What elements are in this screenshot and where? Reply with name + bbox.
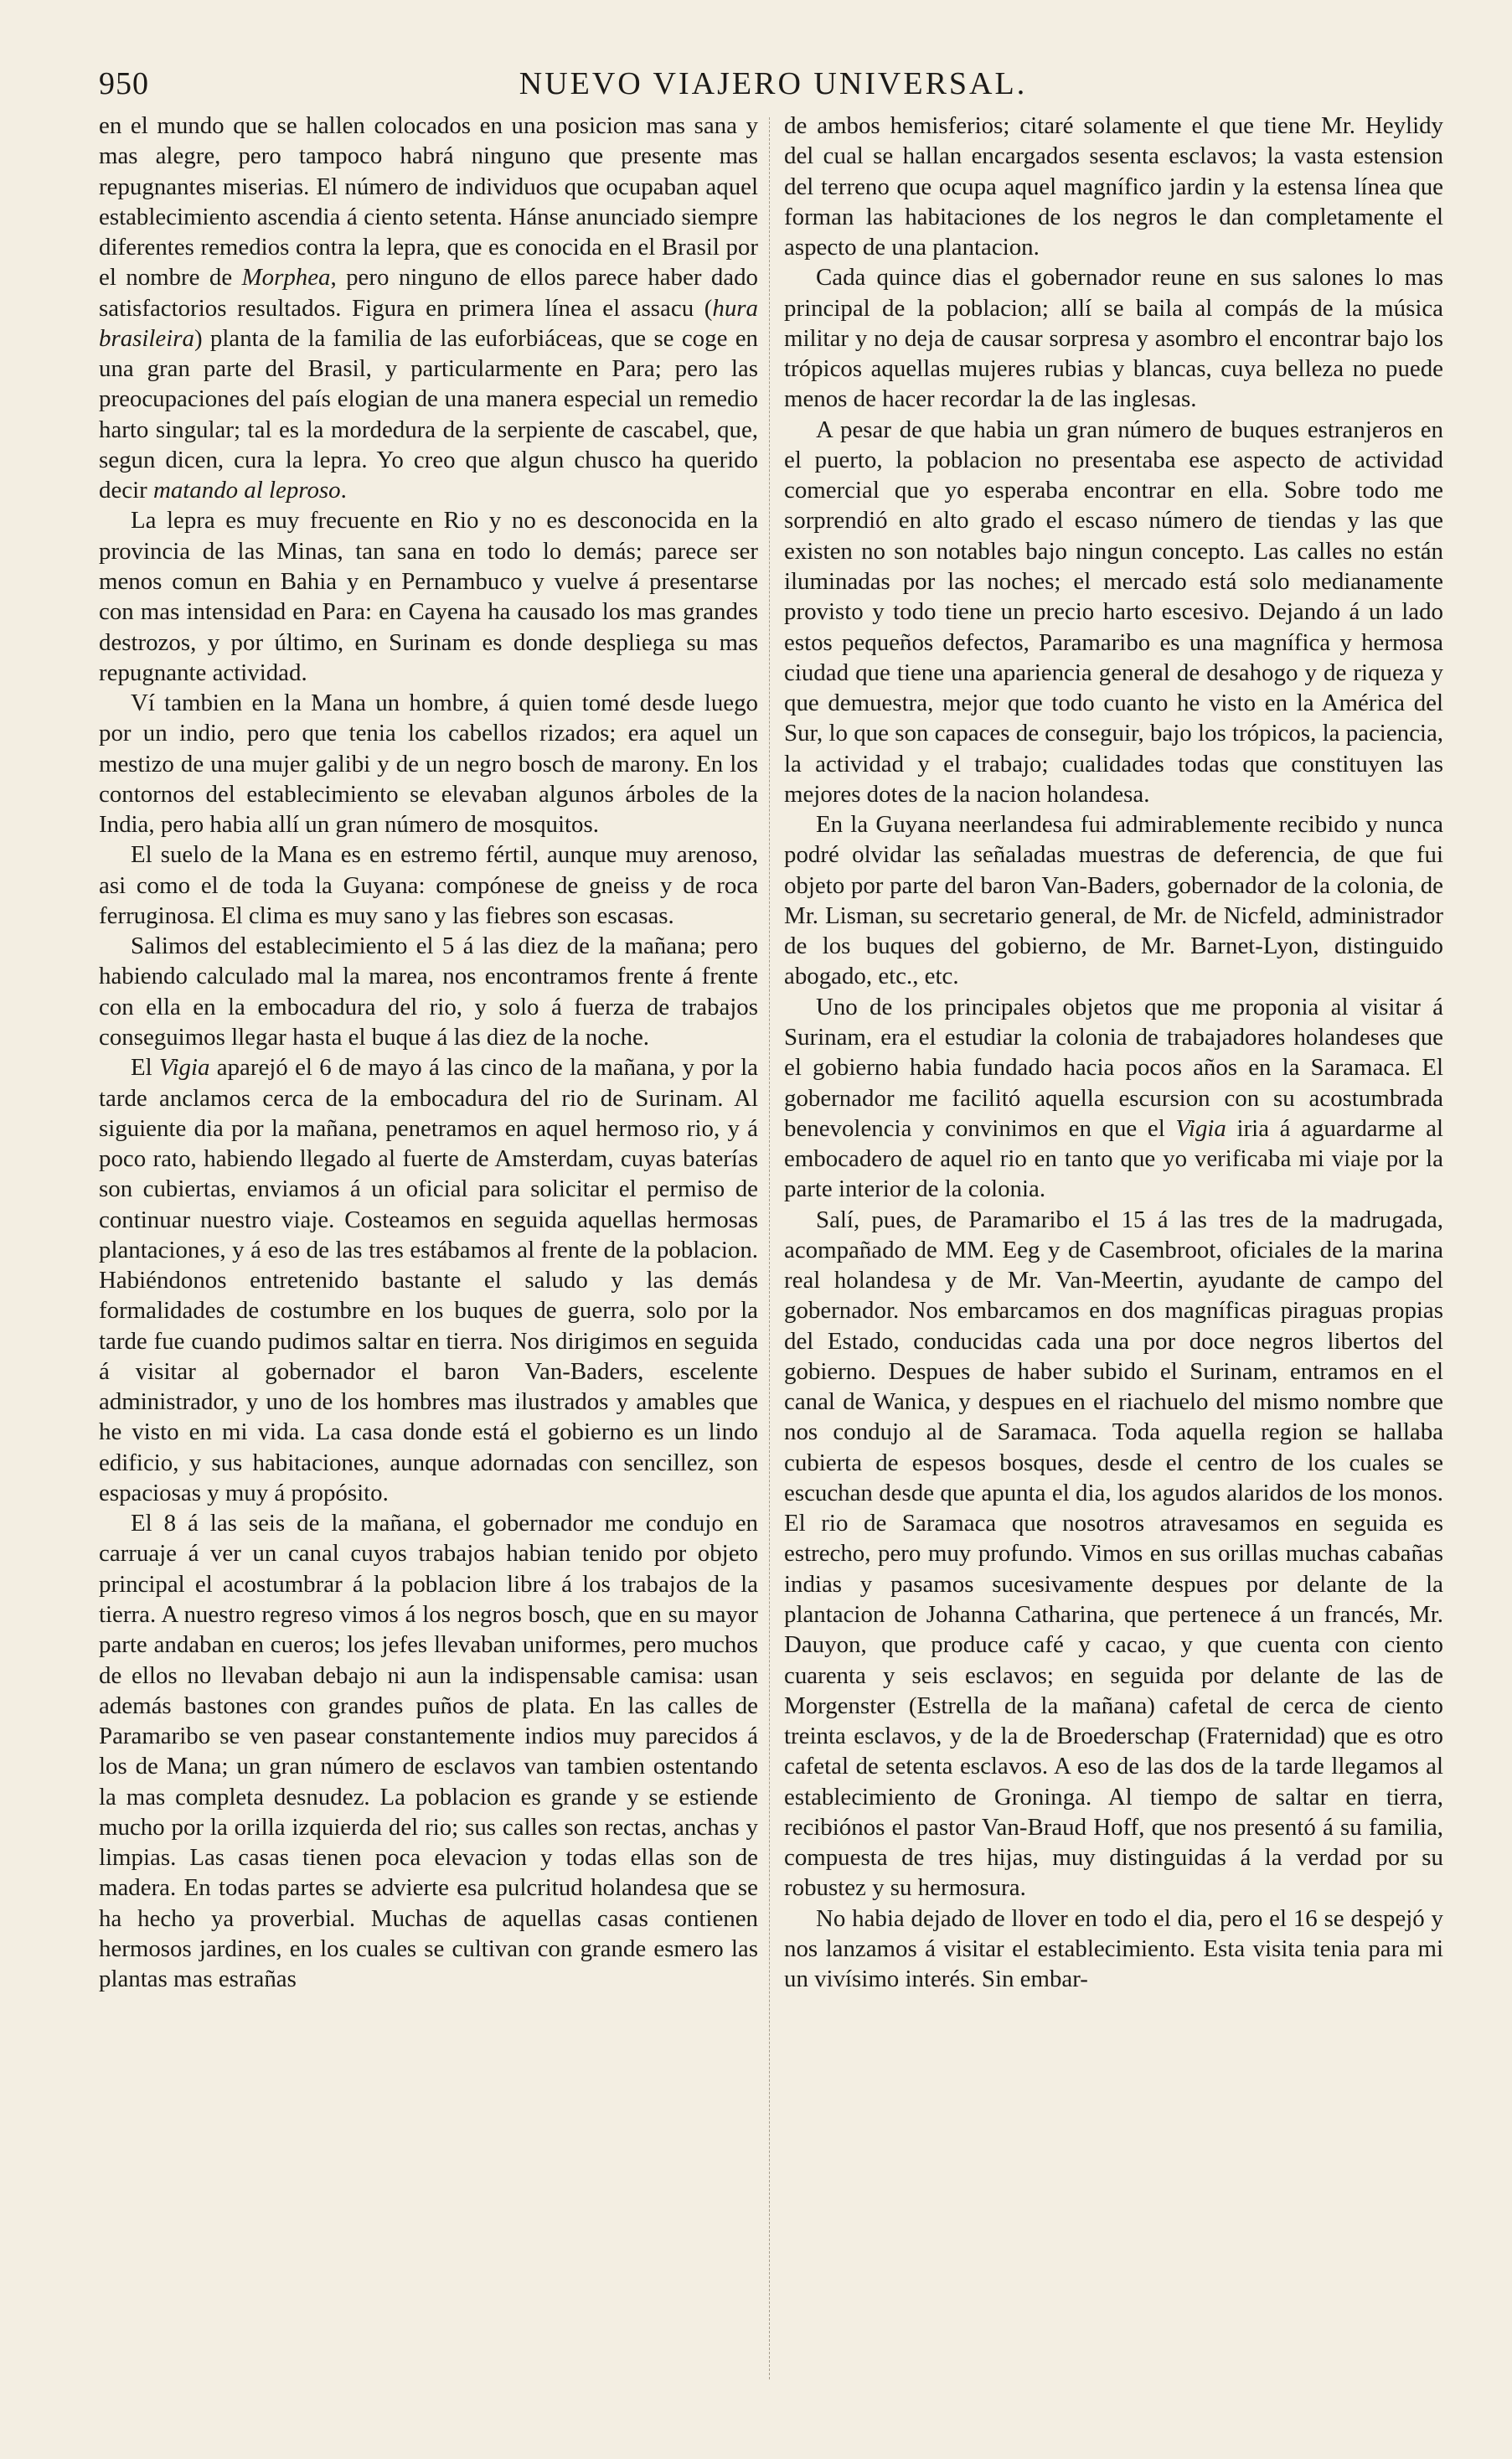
paragraph: El Vigia aparejó el 6 de mayo á las cinco de la mañana, y por la tarde anclamos cerca de la embocadura del rio de Surinam. Al siguiente dia por la mañana, penetramos en aquel hermoso rio, y á poco rato, habiendo llegado al fuerte de Amsterdam, cuyas baterías son cubiertas, enviamos á un oficial para solicitar el permiso de continuar nuestro viaje. Costeamos en seguida aquellas hermosas plantaciones, y á eso de las tres estábamos al frente de la poblacion. Habiéndonos entretenido bastante el saludo y las demás formalidades de costumbre en los buques de guerra, solo por la tarde fue cuando pudimos saltar en tierra. Nos dirigimos en seguida á visitar al gobernador el baron Van-Baders, escelente administrador, y uno de los hombres mas ilustrados y amables que he visto en mi vida. La casa donde está el gobierno es un lindo edificio, y sus habitaciones, aunque adornadas con sencillez, son espaciosas y muy á propósito. bbox=[99, 1054, 758, 1506]
running-title: NUEVO VIAJERO UNIVERSAL. bbox=[519, 66, 1028, 101]
paragraph: El suelo de la Mana es en estremo fértil, aunque muy arenoso, asi como el de toda la Guyana: compónese de gneiss y de roca ferruginosa. El clima es muy sano y las fiebres son escasas. bbox=[99, 841, 758, 929]
paragraph: El 8 á las seis de la mañana, el gobernador me condujo en carruaje á ver un canal cuyos trabajos habian tenido por objeto principal el acostumbrar á la poblacion libre á los trabajos de la tierra. A nuestro regreso vimos á los negros bosch, que en su mayor parte andaban en cueros; los jefes llevaban uniformes, pero muchos de ellos no llevaban debajo ni aun la indispensable camisa: usan además bastones con grandes puños de plata. En las calles de Paramaribo se ven pasear constantemente indios muy parecidos á los de Mana; un gran número de esclavos van tambien ostentando la mas completa desnudez. La poblacion es grande y se estiende mucho por la orilla izquierda del rio; sus calles son rectas, anchas y limpias. Las casas tienen poca elevacion y todas ellas son de madera. En todas partes se advierte esa pulcritud holandesa que se ha hecho ya proverbial. Muchas de aquellas casas contienen hermosos jardines, en los cuales se cultivan con grande esmero las plantas mas estrañas bbox=[99, 1510, 758, 1993]
left-column bbox=[99, 111, 758, 2415]
paragraph: Cada quince dias el gobernador reune en sus salones lo mas principal de la poblacion; allí se baila al compás de la música militar y no deja de causar sorpresa y asombro el encontrar bajo los trópicos aquellas mujeres rubias y blancas, cuya belleza no puede menos de hacer recordar la de las inglesas. bbox=[784, 264, 1443, 413]
page-header bbox=[99, 65, 1447, 109]
paragraph: No habia dejado de llover en todo el dia, pero el 16 se despejó y nos lanzamos á visitar el establecimiento. Esta visita tenia para mi un vivísimo interés. Sin embar- bbox=[784, 1904, 1443, 1993]
paragraph: Salí, pues, de Paramaribo el 15 á las tres de la madrugada, acompañado de MM. Eeg y de Casembroot, oficiales de la marina real holandesa y de Mr. Van-Meertin, ayudante de campo del gobernador. Nos embarcamos en dos magníficas piraguas propias del Estado, conducidas cada una por doce negros libertos del gobierno. Despues de haber subido el Surinam, entramos en el canal de Wanica, y despues en el riachuelo del mismo nombre que nos condujo al de Saramaca. Toda aquella region se hallaba cubierta de espesos bosques, desde el centro de los cuales se escuchan desde que apunta el dia, los agudos alaridos de los monos. El rio de Saramaca que nosotros atravesamos en seguida es estrecho, pero muy profundo. Vimos en sus orillas muchas cabañas indias y pasamos sucesivamente despues por delante de la plantacion de Johanna Catharina, que pertenece á un francés, Mr. Dauyon, que produce café y cacao, y que cuenta con ciento cuarenta y seis esclavos; en seguida por delante de las de Morgenster (Estrella de la mañana) cafetal de cerca de ciento treinta esclavos, y de la de Broederschap (Fraternidad) que es otro cafetal de setenta esclavos. A eso de las dos de la tarde llegamos al establecimiento de Groninga. Al tiempo de saltar en tierra, recibiónos el pastor Van-Braud Hoff, que nos presentó á su familia, compuesta de tres hijas, muy distinguidas á la verdad por su robustez y su hermosura. bbox=[784, 1206, 1443, 1902]
paragraph: de ambos hemisferios; citaré solamente el que tiene Mr. Heylidy del cual se hallan encargados sesenta esclavos; la vasta estension del terreno que ocupa aquel magnífico jardin y la estensa línea que forman las habitaciones de los negros le dan completamente el aspecto de una plantacion. bbox=[784, 112, 1443, 261]
paragraph: Ví tambien en la Mana un hombre, á quien tomé desde luego por un indio, pero que tenia los cabellos rizados; era aquel un mestizo de una mujer galibi y de un negro bosch de marony. En los contornos del establecimiento se elevaban algunos árboles de la India, pero habia allí un gran número de mosquitos. bbox=[99, 690, 758, 839]
paragraph: A pesar de que habia un gran número de buques estranjeros en el puerto, la poblacion no presentaba ese aspecto de actividad comercial que yo esperaba encontrar en ella. Sobre todo me sorprendió en alto grado el escaso número de tiendas y las que existen no son notables bajo ningun concepto. Las calles no están iluminadas por las noches; el mercado está solo medianamente provisto y todo tiene un precio harto escesivo. Dejando á un lado estos pequeños defectos, Paramaribo es una magnífica y hermosa ciudad que tiene una apariencia general de desahogo y de riqueza y que demuestra, mejor que todo cuanto he visto en la América del Sur, lo que son capaces de conseguir, bajo los trópicos, la paciencia, la actividad y el trabajo; cualidades todas que constituyen las mejores dotes de la nacion holandesa. bbox=[784, 416, 1443, 808]
paragraph: En la Guyana neerlandesa fui admirablemente recibido y nunca podré olvidar las señaladas muestras de deferencia, de que fui objeto por parte del baron Van-Baders, gobernador de la colonia, de Mr. Lisman, su secretario general, de Mr. de Nicfeld, administrador de los buques del gobierno, de Mr. Barnet-Lyon, distinguido abogado, etc., etc. bbox=[784, 811, 1443, 990]
paragraph: La lepra es muy frecuente en Rio y no es desconocida en la provincia de las Minas, tan sana en todo lo demás; parece ser menos comun en Bahia y en Pernambuco y vuelve á presentarse con mas intensidad en Para: en Cayena ha causado los mas grandes destrozos, y por último, en Surinam es donde despliega su mas repugnante actividad. bbox=[99, 507, 758, 686]
right-column bbox=[784, 111, 1443, 2415]
page-number: 950 bbox=[99, 66, 149, 101]
paragraph: Salimos del establecimiento el 5 á las diez de la mañana; pero habiendo calculado mal la marea, nos encontramos frente á frente con ella en la embocadura del rio, y solo á fuerza de trabajos conseguimos llegar hasta el buque á las diez de la noche. bbox=[99, 932, 758, 1051]
column-divider bbox=[769, 117, 770, 2379]
paragraph: en el mundo que se hallen colocados en una posicion mas sana y mas alegre, pero tampoco habrá ninguno que presente mas repugnantes miserias. El número de individuos que ocupaban aquel establecimiento ascendia á ciento setenta. Hánse anunciado siempre diferentes remedios contra la lepra, que es conocida en el Brasil por el nombre de Morphea, pero ninguno de ellos parece haber dado satisfactorios resultados. Figura en primera línea el assacu (hura brasileira) planta de la familia de las euforbiáceas, que se coge en una gran parte del Brasil, y particularmente en Para; pero las preocupaciones del país elogian de una manera especial un remedio harto singular; tal es la mordedura de la serpiente de cascabel, que, segun dicen, cura la lepra. Yo creo que algun chusco ha querido decir matando al leproso. bbox=[99, 112, 758, 504]
paragraph: Uno de los principales objetos que me proponia al visitar á Surinam, era el estudiar la colonia de trabajadores holandeses que el gobierno habia fundado hacia pocos años en la Saramaca. El gobernador me facilitó aquella escursion con su acostumbrada benevolencia y convinimos en que el Vigia iria á aguardarme al embocadero de aquel rio en tanto que yo verificaba mi viaje por la parte interior de la colonia. bbox=[784, 993, 1443, 1203]
